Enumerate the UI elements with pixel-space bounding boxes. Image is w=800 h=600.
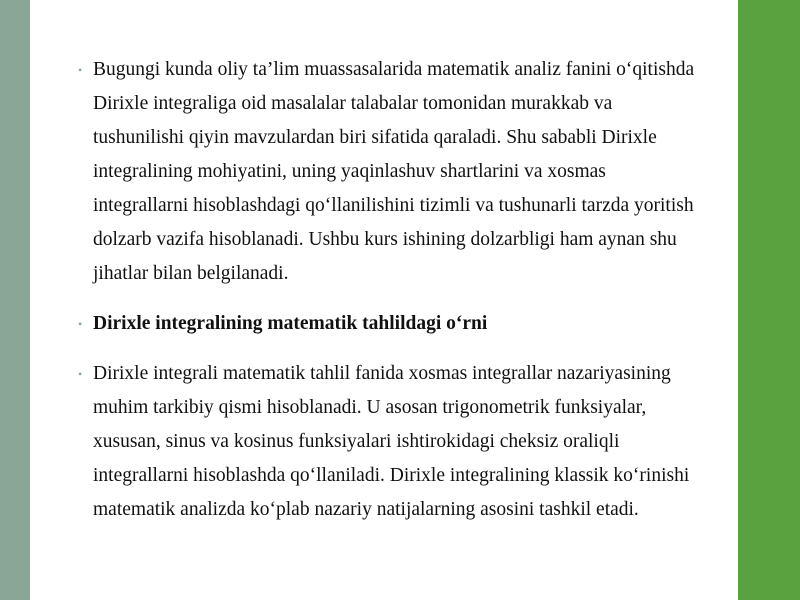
bullet-icon: • bbox=[78, 367, 83, 381]
right-accent-bar bbox=[738, 0, 800, 600]
bullet-text: Bugungi kunda oliy ta’lim muassasalarida matematik analiz fanini o‘qitishda Dirixle integraliga oid masalalar talabalar tomonidan murakkab va tushunilishi qiyin mavzulardan biri sifatida qaraladi. Shu sababli Dirixle integralining mohiyatini, uning yaqinlashuv shartlarini va xosmas integrallarni hisoblashdagi qo‘llanilishini tizimli va tushunarli tarzda yoritish dolzarb vazifa hisoblanadi. Ushbu kurs ishining dolzarbligi ham aynan shu jihatlar bilan belgilanadi. bbox=[93, 59, 695, 284]
bullet-icon: • bbox=[78, 317, 83, 331]
bullet-icon: • bbox=[78, 63, 83, 77]
bullet-item-definition bbox=[78, 357, 698, 527]
slide-content bbox=[30, 0, 738, 600]
bullet-heading-text: Dirixle integralining matematik tahlildagi o‘rni bbox=[93, 313, 488, 334]
left-accent-bar bbox=[0, 0, 30, 600]
bullet-text: Dirixle integrali matematik tahlil fanida xosmas integrallar nazariyasining muhim tarkibiy qismi hisoblanadi. U asosan trigonometrik funksiyalar, xususan, sinus va kosinus funksiyalari ishtirokidagi cheksiz oraliqli integrallarni hisoblashda qo‘llaniladi. Dirixle integralining klassik ko‘rinishi matematik analizda ko‘plab nazariy natijalarning asosini tashkil etadi. bbox=[93, 363, 690, 520]
bullet-item-heading bbox=[78, 307, 698, 341]
bullet-list bbox=[78, 53, 698, 543]
bullet-item-relevance bbox=[78, 53, 698, 291]
